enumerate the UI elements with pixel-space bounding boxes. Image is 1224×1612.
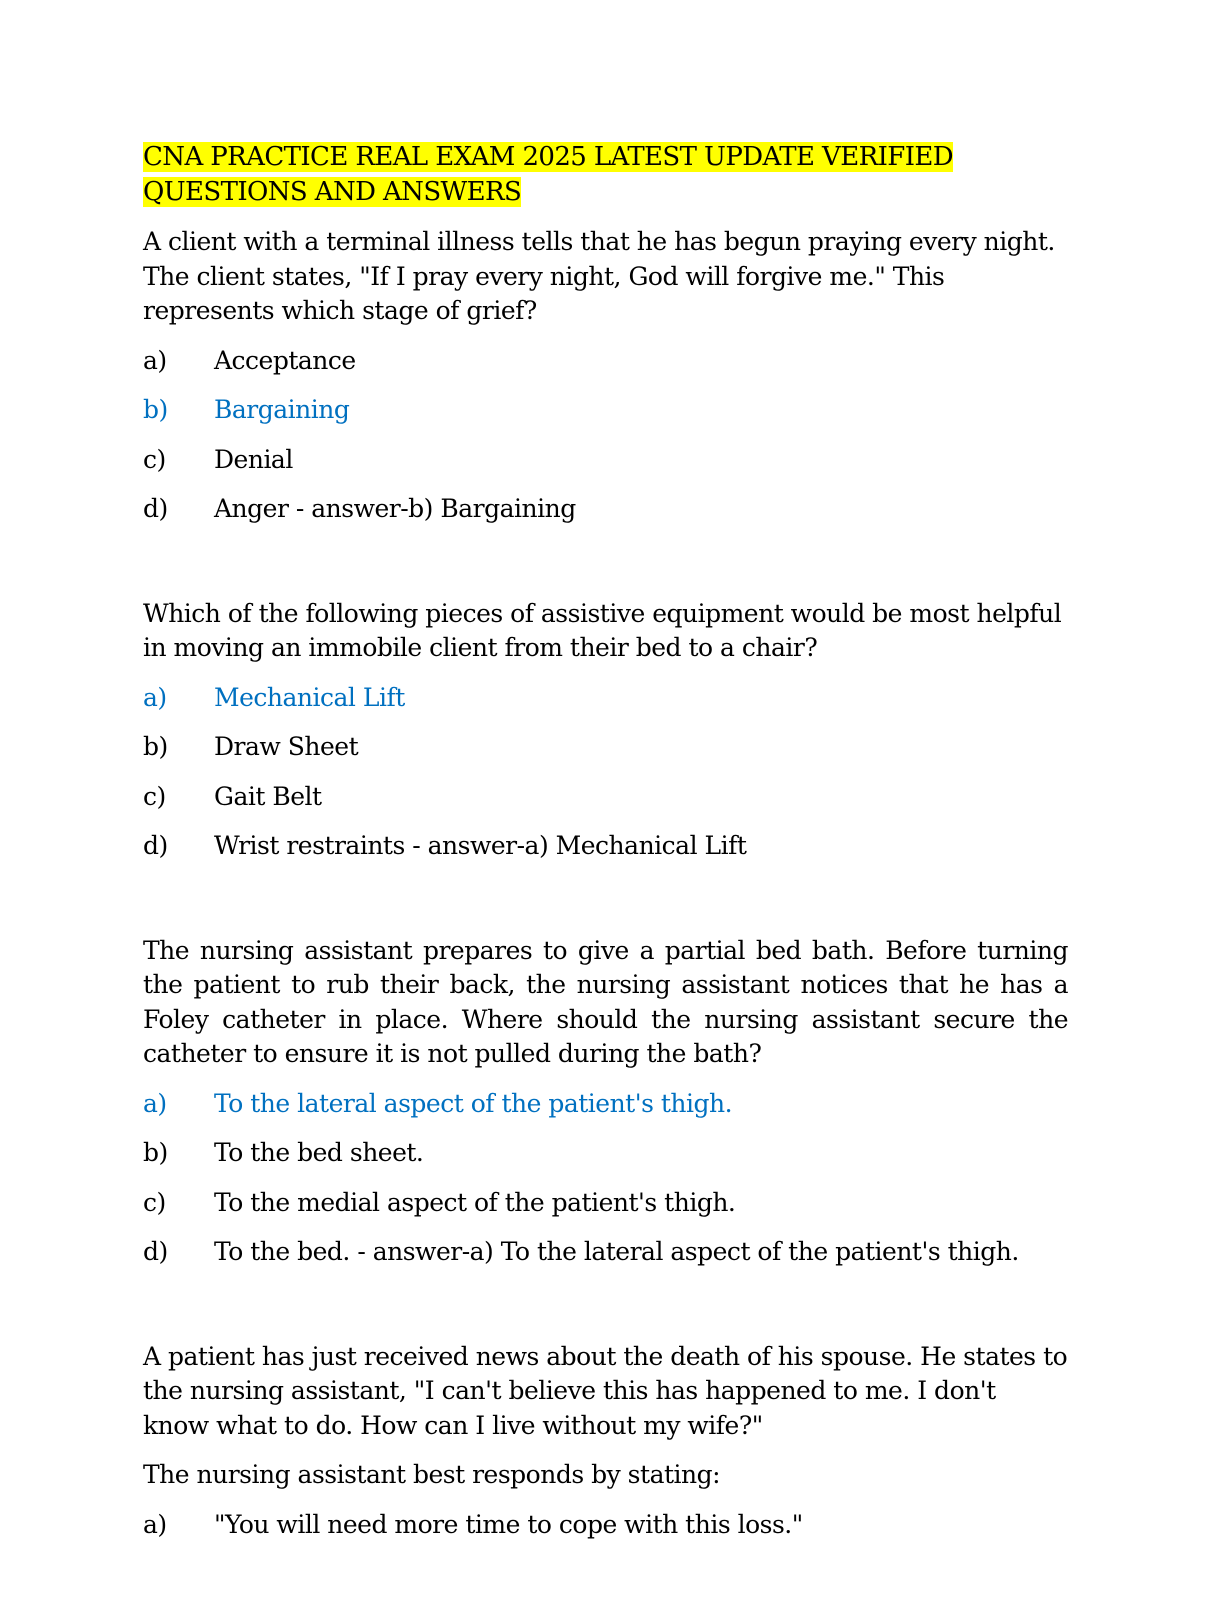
title-line-2: QUESTIONS AND ANSWERS — [143, 177, 522, 207]
option-text: Wrist restraints - answer-a) Mechanical Lift — [214, 831, 747, 860]
option-b — [143, 730, 1068, 765]
option-c — [143, 443, 1068, 478]
question-1 — [143, 225, 1068, 527]
option-d — [143, 1235, 1068, 1270]
option-text: Draw Sheet — [214, 732, 359, 761]
question-stem: The nursing assistant prepares to give a partial bed bath. Before turning the patient to rub their back, the nursing assistant notices that he has a Foley catheter in place. Where should the nursing assistant secure the catheter to ensure it is not pulled during the bath? — [143, 935, 1068, 1068]
option-text: Mechanical Lift — [214, 682, 405, 712]
document-page — [143, 140, 1068, 1612]
option-letter: a) — [143, 1088, 167, 1118]
option-a — [143, 1508, 1068, 1543]
option-a-correct — [143, 1087, 1068, 1122]
option-text: Bargaining — [214, 395, 350, 424]
option-letter: d) — [143, 831, 168, 860]
question-stem: Which of the following pieces of assistive equipment would be most helpful in moving an immobile client from their bed to a chair? — [143, 598, 1062, 662]
option-letter: b) — [143, 732, 168, 761]
option-letter: a) — [143, 682, 167, 712]
option-letter: d) — [143, 1237, 168, 1266]
option-text: "You will need more time to cope with this loss." — [214, 1509, 803, 1539]
option-a — [143, 344, 1068, 379]
option-d — [143, 829, 1068, 864]
option-letter: c) — [143, 444, 166, 474]
title-line-1: CNA PRACTICE REAL EXAM 2025 LATEST UPDATE VERIFIED — [143, 142, 953, 172]
option-c — [143, 1186, 1068, 1221]
option-text: To the bed. - answer-a) To the lateral aspect of the patient's thigh. — [214, 1237, 1019, 1266]
question-stem-continuation: The nursing assistant best responds by stating: — [143, 1460, 721, 1489]
option-a-correct — [143, 681, 1068, 716]
option-text: To the medial aspect of the patient's thigh. — [214, 1187, 736, 1217]
option-text: Anger - answer-b) Bargaining — [214, 494, 576, 523]
question-4 — [143, 1340, 1068, 1543]
option-letter: b) — [143, 1138, 168, 1167]
document-title — [143, 140, 1068, 210]
question-2 — [143, 597, 1068, 864]
option-letter: c) — [143, 1187, 166, 1217]
option-text: Acceptance — [214, 345, 356, 375]
option-letter: c) — [143, 781, 166, 811]
option-b — [143, 1136, 1068, 1171]
option-text: Denial — [214, 444, 293, 474]
option-b-correct — [143, 393, 1068, 428]
question-stem: A client with a terminal illness tells that he has begun praying every night. The client states, "If I pray every night, God will forgive me." This represents which stage of grief? — [143, 227, 1055, 325]
option-text: Gait Belt — [214, 781, 322, 811]
question-3 — [143, 934, 1068, 1270]
option-letter: b) — [143, 395, 168, 424]
option-letter: a) — [143, 345, 167, 375]
option-d — [143, 492, 1068, 527]
option-c — [143, 780, 1068, 815]
option-letter: a) — [143, 1509, 167, 1539]
option-text: To the lateral aspect of the patient's thigh. — [214, 1088, 733, 1118]
option-text: To the bed sheet. — [214, 1138, 424, 1167]
question-stem: A patient has just received news about the death of his spouse. He states to the nursing assistant, "I can't believe this has happened to me. I don't know what to do. How can I live without my wife?" — [143, 1341, 1068, 1440]
option-letter: d) — [143, 494, 168, 523]
